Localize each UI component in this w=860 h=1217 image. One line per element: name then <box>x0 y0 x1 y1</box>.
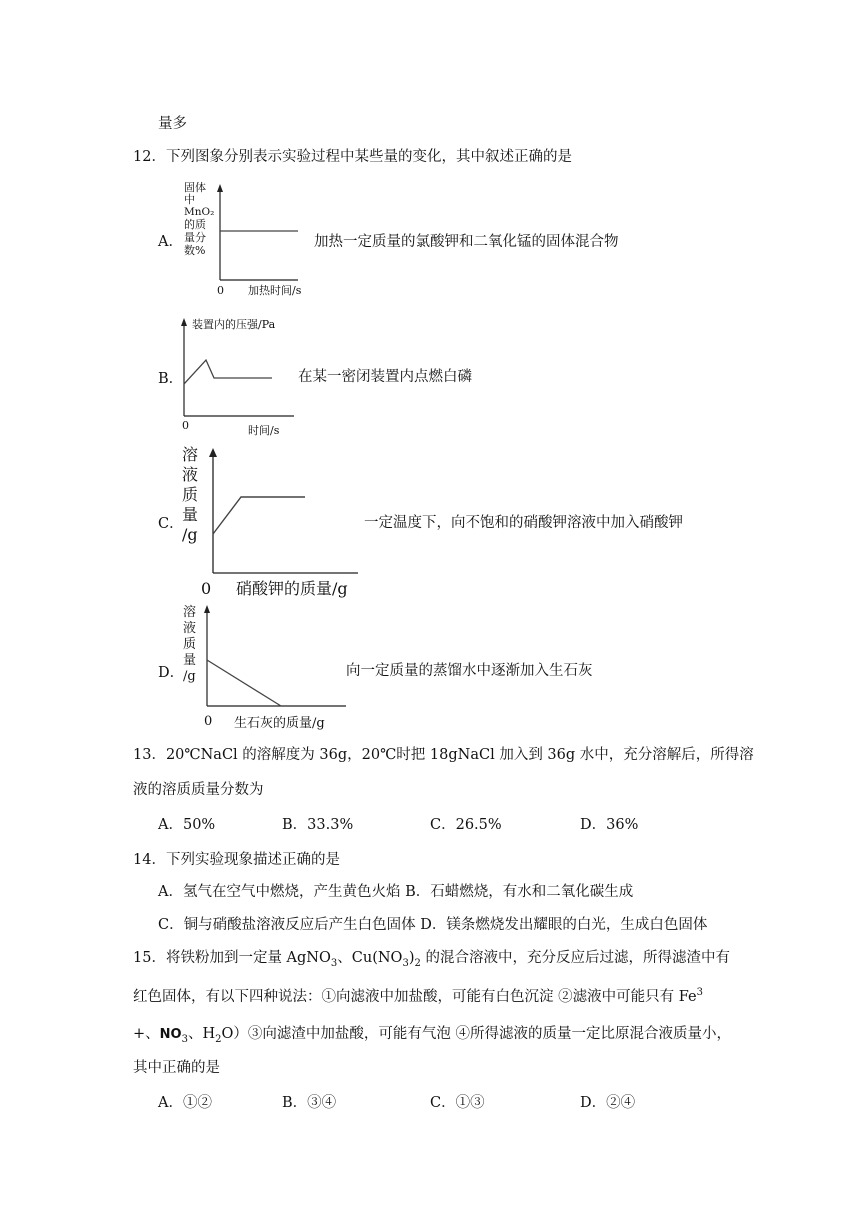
graph-c-ylabel-2: 液 <box>182 465 199 484</box>
graph-d-ylabel-5: /g <box>183 669 196 684</box>
q15-stem-line-2: 红色固体，有以下四种说法：①向滤液中加盐酸，可能有白色沉淀 ②滤液中可能只有 Fe$^3$ <box>133 987 703 1005</box>
q15-stem-line-1: 15．将铁粉加到一定量 AgNO$_3$、$Cu(NO_3)_2$ 的混合溶液中，充分反应后过滤，所得滤渣中有 <box>133 950 730 969</box>
q12-graph-c <box>178 442 368 602</box>
graph-d-origin: 0 <box>204 714 213 729</box>
q12-option-c-text: 一定温度下，向不饱和的硝酸钾溶液中加入硝酸钾 <box>364 515 683 531</box>
graph-c-ylabel-1: 溶 <box>182 445 199 464</box>
q15-stem-line-4: 其中正确的是 <box>133 1060 220 1076</box>
q15-option-a: A．①② <box>158 1095 212 1111</box>
q12-option-d-letter: D． <box>158 665 185 681</box>
q12-stem: 12．下列图象分别表示实验过程中某些量的变化，其中叙述正确的是 <box>133 149 572 165</box>
q13-option-b: B．33.3% <box>282 817 354 833</box>
q12-graph-d-series <box>207 660 281 706</box>
q13-option-c: C．26.5% <box>430 817 502 833</box>
graph-a-ylabel-1: 固体 <box>184 181 206 194</box>
graph-c-ylabel-3: 质 <box>182 485 199 504</box>
q12-graph-d <box>178 600 353 733</box>
graph-d-ylabel-2: 液 <box>183 621 197 636</box>
graph-d-ylabel-1: 溶 <box>183 605 197 620</box>
graph-a-ylabel-3: MnO₂ <box>184 206 215 218</box>
graph-c-ylabel-5: /g <box>182 525 198 544</box>
q12-option-b-text: 在某一密闭装置内点燃白磷 <box>298 369 472 385</box>
q15-option-b: B．③④ <box>282 1095 337 1111</box>
graph-c-origin: 0 <box>201 579 212 598</box>
graph-c-xlabel: 硝酸钾的质量/g <box>236 579 348 598</box>
q12-graph-b <box>176 312 301 438</box>
q12-graph-a <box>180 180 310 298</box>
q14-stem: 14．下列实验现象描述正确的是 <box>133 852 340 868</box>
q12-option-b-letter: B． <box>158 371 184 387</box>
q12-option-a-letter: A． <box>158 234 183 250</box>
graph-d-ylabel-3: 质 <box>183 637 197 652</box>
graph-b-origin: 0 <box>182 419 189 432</box>
q13-stem-line-2: 液的溶质质量分数为 <box>133 782 264 798</box>
graph-a-ylabel-2: 中 <box>184 193 195 206</box>
q12-graph-b-series <box>184 360 272 384</box>
graph-a-xlabel: 加热时间/s <box>248 284 302 297</box>
q13-option-a: A．50% <box>158 817 216 833</box>
graph-a-origin: 0 <box>217 284 224 297</box>
q15-option-d: D．②④ <box>580 1095 636 1111</box>
graph-a-ylabel-4: 的质 <box>184 218 206 231</box>
graph-b-ylabel: 装置内的压强/Pa <box>192 318 276 331</box>
q12-option-d-text: 向一定质量的蒸馏水中逐渐加入生石灰 <box>346 663 593 679</box>
q12-graph-c-series <box>213 497 305 534</box>
q15-option-c: C．①③ <box>430 1095 485 1111</box>
nitrate-ion: NO <box>159 1027 182 1042</box>
q13-option-d: D．36% <box>580 817 639 833</box>
q12-option-c-letter: C． <box>158 516 184 532</box>
graph-d-xlabel: 生石灰的质量/g <box>234 716 325 731</box>
q15-stem-line-3: +、$NO_3$、$H_2O)③$向滤渣中加盐酸，可能有气泡 ④所得滤液的质量一定比原混合液质量小， <box>133 1026 731 1045</box>
q14-options-row-2: C．铜与硝酸盐溶液反应后产生白色固体 D．镁条燃烧发出耀眼的白光，生成白色固体 <box>158 917 708 933</box>
graph-a-ylabel-5: 量分 <box>184 231 206 244</box>
q14-options-row-1: A．氢气在空气中燃烧，产生黄色火焰 B．石蜡燃烧，有水和二氧化碳生成 <box>158 884 634 900</box>
q12-option-a-text: 加热一定质量的氯酸钾和二氧化锰的固体混合物 <box>314 234 619 250</box>
q13-stem-line-1: 13．20℃NaCl 的溶解度为 36g，20℃时把 18gNaCl 加入到 36g 水中，充分溶解后，所得溶 <box>133 747 754 763</box>
graph-d-ylabel-4: 量 <box>183 653 197 668</box>
previous-question-fragment: 量多 <box>158 116 187 132</box>
graph-c-ylabel-4: 量 <box>182 505 199 524</box>
graph-b-xlabel: 时间/s <box>248 424 280 437</box>
graph-a-ylabel-6: 数% <box>184 244 206 257</box>
